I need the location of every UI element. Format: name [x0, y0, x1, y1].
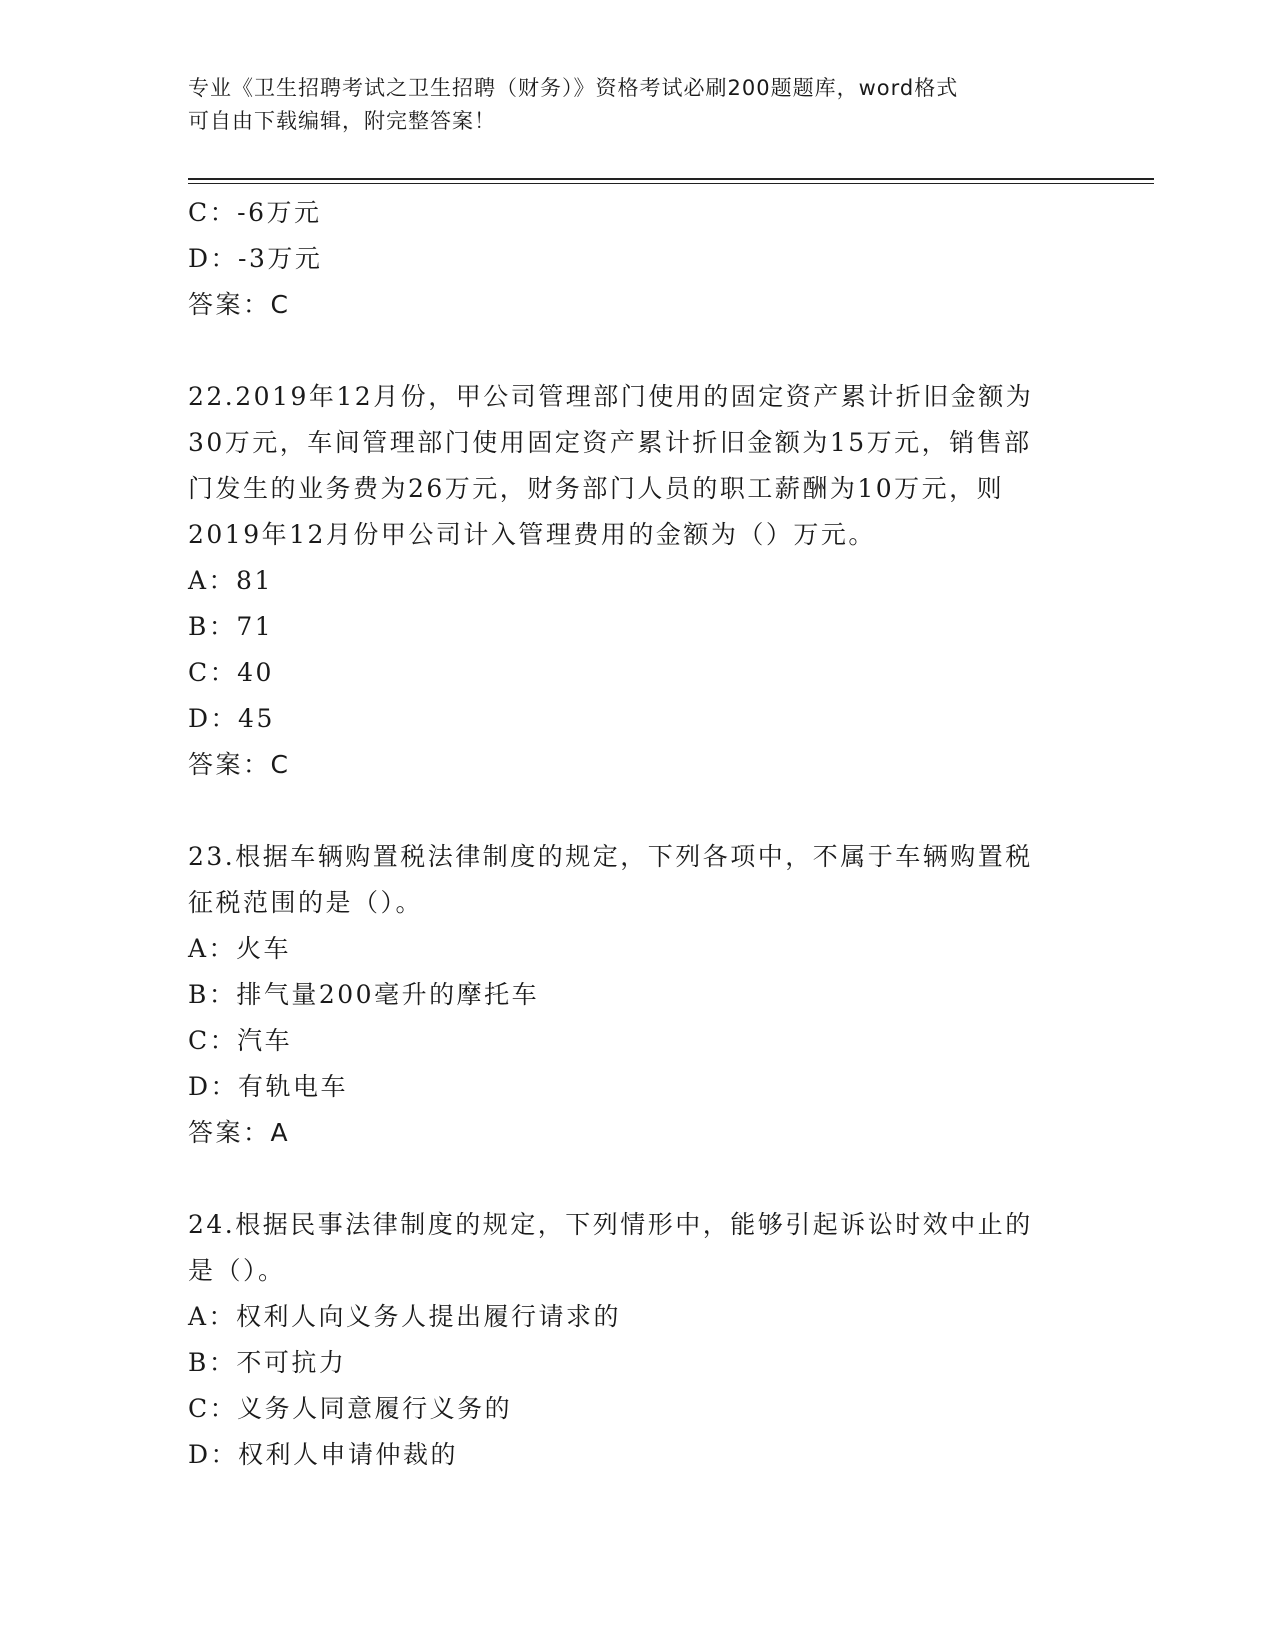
option-b: B：排气量200毫升的摩托车 — [188, 980, 540, 1009]
question-text-line: 征税范围的是（）。 — [188, 888, 424, 917]
question-23 — [188, 834, 1088, 1156]
header-rule-thin — [188, 183, 1154, 184]
header-line-2: 可自由下载编辑，附完整答案！ — [188, 109, 496, 133]
answer: 答案：C — [188, 290, 291, 319]
option-a: A：81 — [188, 566, 273, 595]
question-text-line: 门发生的业务费为26万元，财务部门人员的职工薪酬为10万元，则 — [188, 474, 1005, 503]
header-line-1: 专业《卫生招聘考试之卫生招聘（财务）》资格考试必刷200题题库，word格式 — [188, 76, 959, 100]
question-24 — [188, 1202, 1088, 1478]
header-rule-thick — [188, 178, 1154, 180]
question-text-line: 22.2019年12月份，甲公司管理部门使用的固定资产累计折旧金额为 — [188, 382, 1034, 411]
question-text-line: 23.根据车辆购置税法律制度的规定，下列各项中，不属于车辆购置税 — [188, 842, 1033, 871]
question-text-line: 30万元，车间管理部门使用固定资产累计折旧金额为15万元，销售部 — [188, 428, 1032, 457]
option-b: B：不可抗力 — [188, 1348, 347, 1377]
option-a: A：权利人向义务人提出履行请求的 — [188, 1302, 622, 1331]
document-header — [188, 72, 1088, 138]
option-d: D：45 — [188, 704, 275, 733]
option-a: A：火车 — [188, 934, 292, 963]
document-body — [188, 190, 1088, 1478]
option-c: C：40 — [188, 658, 274, 687]
option-d: D：权利人申请仲裁的 — [188, 1440, 459, 1469]
question-text-line: 是（）。 — [188, 1256, 286, 1285]
answer: 答案：C — [188, 750, 291, 779]
option-c: C：汽车 — [188, 1026, 293, 1055]
option-d: D：-3万元 — [188, 244, 323, 273]
answer: 答案：A — [188, 1118, 291, 1147]
question-21-tail — [188, 190, 1088, 328]
question-text-line: 2019年12月份甲公司计入管理费用的金额为（）万元。 — [188, 520, 876, 549]
option-d: D：有轨电车 — [188, 1072, 349, 1101]
question-text-line: 24.根据民事法律制度的规定，下列情形中，能够引起诉讼时效中止的 — [188, 1210, 1033, 1239]
option-c: C：义务人同意履行义务的 — [188, 1394, 513, 1423]
option-c: C：-6万元 — [188, 198, 322, 227]
question-22 — [188, 374, 1088, 788]
option-b: B：71 — [188, 612, 274, 641]
